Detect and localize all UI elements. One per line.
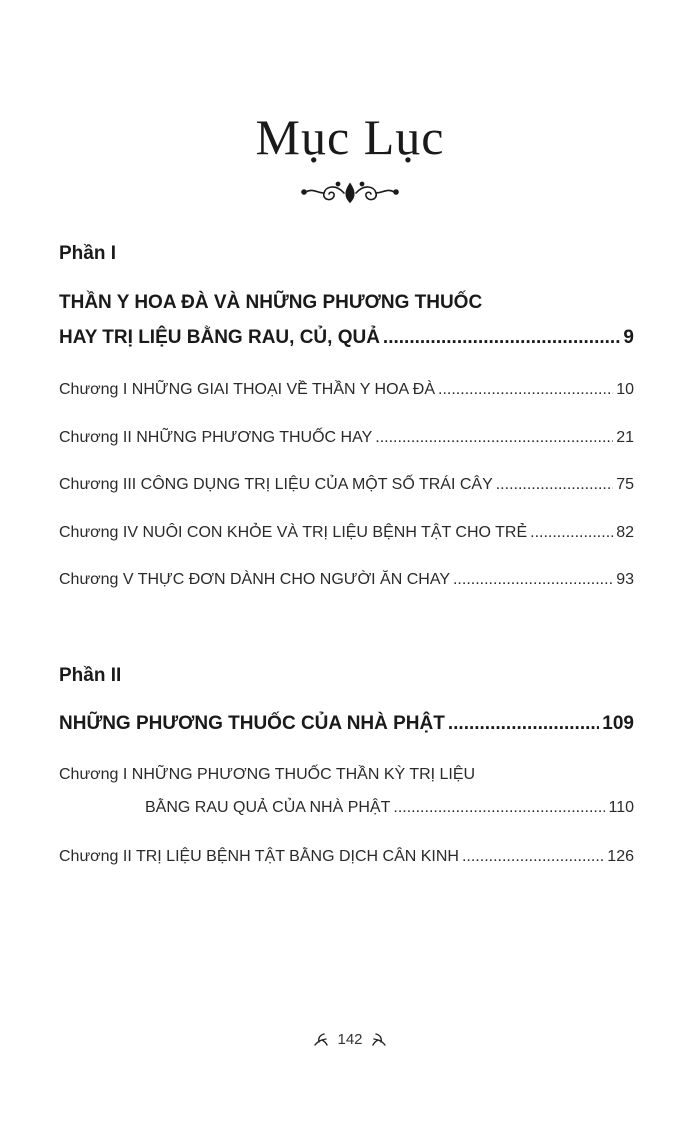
chapter-page: 10 xyxy=(616,381,634,398)
part-2-label: Phần II xyxy=(59,665,122,686)
chapter-title: Chương II TRỊ LIỆU BỆNH TẬT BẰNG DỊCH CÂN KINH xyxy=(59,848,459,865)
chapter-title-line1: Chương I NHỮNG PHƯƠNG THUỐC THẦN KỲ TRỊ LIỆU xyxy=(59,766,476,783)
part-2-page: 109 xyxy=(602,713,634,734)
chapter-page: 110 xyxy=(608,799,634,816)
part-2-heading: NHỮNG PHƯƠNG THUỐC CỦA NHÀ PHẬT xyxy=(59,713,445,734)
part-1-heading-line2: HAY TRỊ LIỆU BẰNG RAU, CỦ, QUẢ xyxy=(59,327,380,348)
flourish-ornament-icon xyxy=(300,176,400,210)
chapter-page: 75 xyxy=(616,476,634,493)
dot-leader xyxy=(438,381,613,399)
dot-leader xyxy=(375,429,613,447)
toc-entry xyxy=(59,524,634,542)
chapter-page: 93 xyxy=(616,571,634,588)
dot-leader xyxy=(393,799,605,817)
toc-entry xyxy=(59,476,634,494)
page-number: 142 xyxy=(337,1030,363,1048)
chapter-title: Chương V THỰC ĐƠN DÀNH CHO NGƯỜI ĂN CHAY xyxy=(59,571,450,588)
part-1-page: 9 xyxy=(623,327,634,348)
toc-entry xyxy=(59,571,634,589)
dot-leader xyxy=(496,476,613,494)
leaf-ornament-icon xyxy=(371,1031,387,1047)
chapter-title: Chương IV NUÔI CON KHỎE VÀ TRỊ LIỆU BỆNH TẬT CHO TRẺ xyxy=(59,524,528,541)
part-2-heading-row xyxy=(59,713,634,735)
chapter-title: Chương I NHỮNG GIAI THOẠI VỀ THẦN Y HOA ĐÀ xyxy=(59,381,436,398)
toc-entry xyxy=(59,381,634,399)
chapter-page: 82 xyxy=(616,524,634,541)
chapter-title: Chương III CÔNG DỤNG TRỊ LIỆU CỦA MỘT SỐ TRÁI CÂY xyxy=(59,476,493,493)
chapter-title-line2: BẰNG RAU QUẢ CỦA NHÀ PHẬT xyxy=(145,799,391,816)
part-1-heading-line1: THẦN Y HOA ĐÀ VÀ NHỮNG PHƯƠNG THUỐC xyxy=(59,292,483,313)
toc-entry xyxy=(59,429,634,447)
dot-leader xyxy=(383,327,621,349)
part-1-heading-row xyxy=(59,327,634,349)
dot-leader xyxy=(462,848,604,866)
toc-entry xyxy=(145,799,634,817)
part-1-label: Phần I xyxy=(59,243,117,264)
dot-leader xyxy=(530,524,613,542)
page-footer xyxy=(0,1030,700,1048)
toc-entry xyxy=(59,848,634,866)
dot-leader xyxy=(448,713,599,735)
page-title: Mục Lục xyxy=(255,109,445,165)
dot-leader xyxy=(453,571,613,589)
chapter-page: 21 xyxy=(616,429,634,446)
leaf-ornament-icon xyxy=(313,1031,329,1047)
chapter-title: Chương II NHỮNG PHƯƠNG THUỐC HAY xyxy=(59,429,373,446)
chapter-page: 126 xyxy=(607,848,634,865)
